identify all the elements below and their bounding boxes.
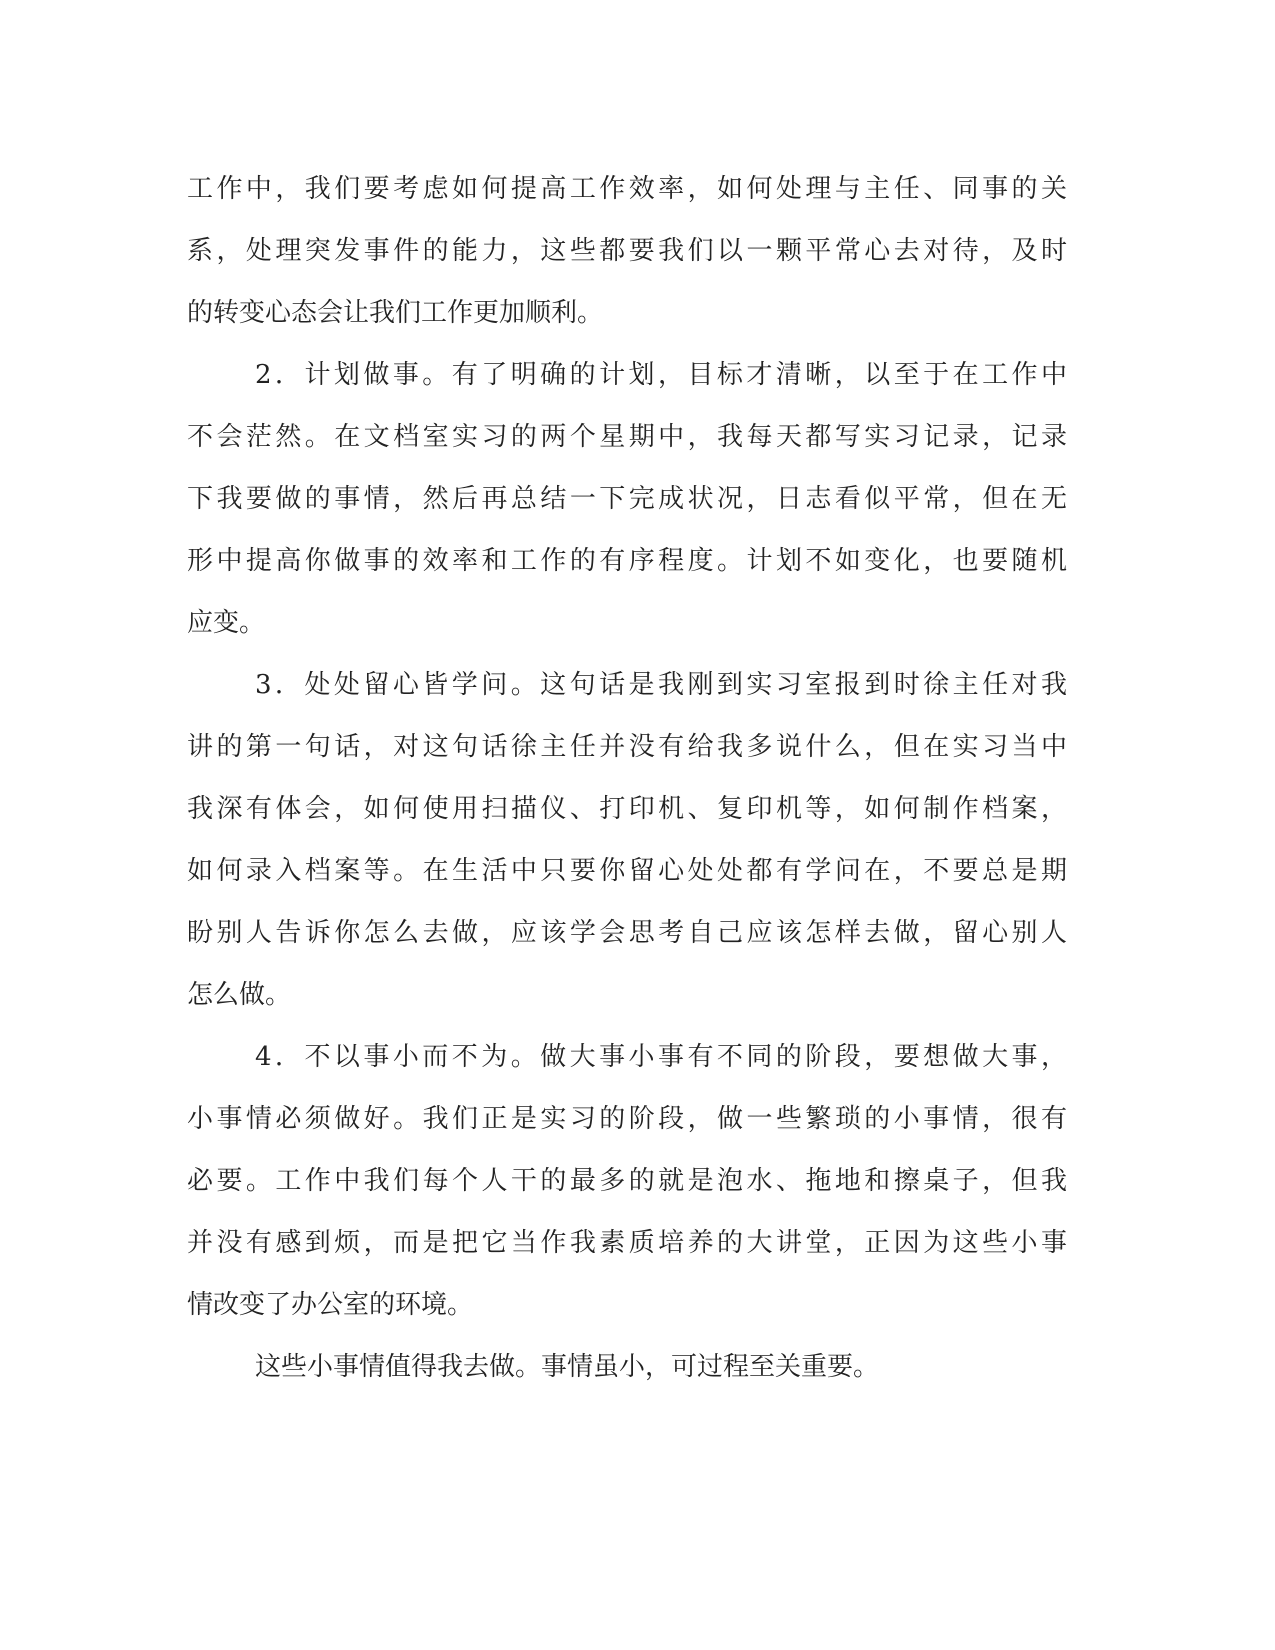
text-line: 盼别人告诉你怎么去做，应该学会思考自己应该怎样去做，留心别人 — [187, 918, 1067, 948]
closing-line: 这些小事情值得我去做。事情虽小，可过程至关重要。 — [255, 1352, 880, 1382]
text-line: 情改变了办公室的环境。 — [187, 1290, 474, 1320]
text-line: 小事情必须做好。我们正是实习的阶段，做一些繁琐的小事情，很有 — [187, 1104, 1067, 1134]
text-line: 必要。工作中我们每个人干的最多的就是泡水、拖地和擦桌子，但我 — [187, 1166, 1067, 1196]
text-line: 系，处理突发事件的能力，这些都要我们以一颗平常心去对待，及时 — [187, 236, 1067, 266]
text-line: 下我要做的事情，然后再总结一下完成状况，日志看似平常，但在无 — [187, 484, 1067, 514]
text-line: 我深有体会，如何使用扫描仪、打印机、复印机等，如何制作档案， — [187, 794, 1067, 824]
paragraph-3-first-line: 3．处处留心皆学问。这句话是我刚到实习室报到时徐主任对我 — [255, 670, 1067, 700]
text-line: 的转变心态会让我们工作更加顺利。 — [187, 298, 604, 328]
text-line: 并没有感到烦，而是把它当作我素质培养的大讲堂，正因为这些小事 — [187, 1228, 1067, 1258]
text-line: 应变。 — [187, 608, 266, 638]
text-line: 形中提高你做事的效率和工作的有序程度。计划不如变化，也要随机 — [187, 546, 1067, 576]
paragraph-2-first-line: 2．计划做事。有了明确的计划，目标才清晰，以至于在工作中 — [255, 360, 1067, 390]
document-body — [187, 158, 1067, 1398]
text-line: 工作中，我们要考虑如何提高工作效率，如何处理与主任、同事的关 — [187, 174, 1067, 204]
text-line: 怎么做。 — [187, 980, 292, 1010]
paragraph-4-first-line: 4．不以事小而不为。做大事小事有不同的阶段，要想做大事， — [255, 1042, 1067, 1072]
text-line: 不会茫然。在文档室实习的两个星期中，我每天都写实习记录，记录 — [187, 422, 1067, 452]
text-line: 如何录入档案等。在生活中只要你留心处处都有学问在，不要总是期 — [187, 856, 1067, 886]
text-line: 讲的第一句话，对这句话徐主任并没有给我多说什么，但在实习当中 — [187, 732, 1067, 762]
